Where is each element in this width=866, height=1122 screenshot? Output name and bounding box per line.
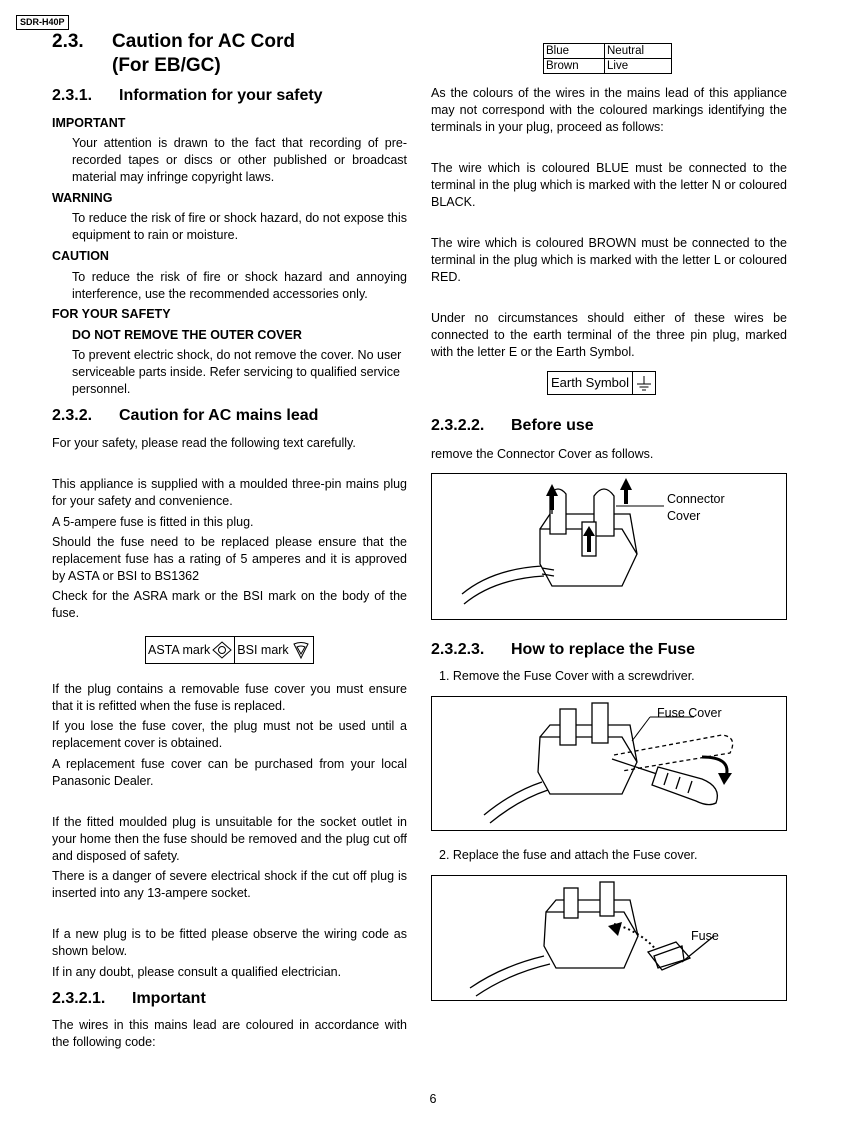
bsi-mark-cell: [235, 637, 312, 663]
model-tag: SDR-H40P: [16, 15, 69, 30]
mains-p6: If you lose the fuse cover, the plug must not be used until a replacement cover is obtained.: [52, 719, 407, 750]
mains-number: 2.3.2.: [52, 407, 93, 424]
wiring-p2: The wire which is coloured BLUE must be connected to the terminal in the plug which is marked with the letter N or coloured BLACK.: [431, 161, 787, 209]
mains-intro: For your safety, please read the following text carefully.: [52, 436, 356, 450]
connector-cover-figure: [431, 473, 787, 620]
info-title: Information for your safety: [119, 87, 323, 104]
replace-fuse-figure: [431, 875, 787, 1001]
fuse-cover-figure: [431, 696, 787, 831]
mains-p2: A 5-ampere fuse is fitted in this plug.: [52, 515, 254, 529]
warning-label: WARNING: [52, 191, 113, 205]
info-number: 2.3.1.: [52, 87, 93, 104]
mains-title: Caution for AC mains lead: [119, 407, 319, 424]
fuse-callout: Fuse: [691, 929, 719, 943]
section-title-line2: (For EB/GC): [112, 55, 221, 76]
wire-color-cell: Blue: [544, 44, 605, 59]
bsi-kitemark-icon: [291, 641, 311, 659]
before-use-text: remove the Connector Cover as follows.: [431, 447, 654, 461]
fuse-title: How to replace the Fuse: [511, 641, 696, 658]
mains-p1: This appliance is supplied with a moulded three-pin mains plug for your safety and convenience.: [52, 477, 407, 508]
wire-meaning-cell: Neutral: [605, 44, 672, 59]
wire-meaning-cell: Live: [605, 59, 672, 74]
wiring-p4: Under no circumstances should either of these wires be connected to the earth terminal of the three pin plug, marked with the letter E or the Earth Symbol.: [431, 311, 787, 359]
mains-p11: If in any doubt, please consult a qualified electrician.: [52, 965, 342, 979]
safety-label: FOR YOUR SAFETY: [52, 307, 171, 321]
fuse-replacement-illustration: [432, 876, 786, 1000]
before-use-title: Before use: [511, 417, 594, 434]
before-use-number: 2.3.2.2.: [431, 417, 485, 434]
bsi-mark-label: BSI mark: [237, 643, 289, 657]
mains-p4: Check for the ASRA mark or the BSI mark on the body of the fuse.: [52, 589, 407, 620]
asta-mark-label: ASTA mark: [148, 643, 211, 657]
mains-p5: If the plug contains a removable fuse cover you must ensure that it is refitted when the fuse is replaced.: [52, 682, 407, 713]
important-number: 2.3.2.1.: [52, 990, 106, 1007]
connector-cover-callout-line2: Cover: [667, 509, 701, 523]
important-title: Important: [132, 990, 206, 1007]
earth-symbol-box: [547, 371, 656, 395]
mains-p10: If a new plug is to be fitted please observe the wiring code as shown below.: [52, 927, 407, 958]
table-row: [544, 44, 672, 59]
mains-p3: Should the fuse need to be replaced please ensure that the replacement fuse has a rating of 5 amperes and it is approved by ASTA or BSI to BS1362: [52, 535, 407, 583]
asta-mark-icon: [212, 641, 232, 659]
mains-p7: A replacement fuse cover can be purchased from your local Panasonic Dealer.: [52, 757, 407, 788]
warning-text: To reduce the risk of fire or shock hazard, do not expose this equipment to rain or moisture.: [72, 211, 407, 242]
screwdriver-fuse-cover-illustration: [432, 697, 786, 830]
wire-color-cell: Brown: [544, 59, 605, 74]
earth-symbol-icon: [633, 373, 655, 393]
wiring-p3: The wire which is coloured BROWN must be connected to the terminal in the plug which is marked with the letter L or coloured RED.: [431, 236, 787, 284]
mains-p9: There is a danger of severe electrical shock if the cut off plug is inserted into any 13-ampere socket.: [52, 869, 407, 900]
table-row: [544, 59, 672, 74]
caution-label: CAUTION: [52, 249, 109, 263]
plug-connector-cover-illustration: [432, 474, 786, 619]
fuse-number: 2.3.2.3.: [431, 641, 485, 658]
caution-text: To reduce the risk of fire or shock hazard and annoying interference, use the recommended accessories only.: [72, 270, 407, 301]
fuse-step2: 2. Replace the fuse and attach the Fuse cover.: [439, 848, 698, 862]
important-intro: The wires in this mains lead are coloured in accordance with the following code:: [52, 1018, 407, 1049]
connector-cover-callout-line1: Connector: [667, 492, 725, 506]
earth-symbol-label: Earth Symbol: [548, 372, 633, 394]
fuse-cover-callout: Fuse Cover: [657, 706, 722, 720]
page-number: 6: [429, 1092, 437, 1106]
fuse-step1: 1. Remove the Fuse Cover with a screwdriver.: [439, 669, 695, 683]
wire-code-table: [543, 43, 672, 74]
important-label: IMPORTANT: [52, 116, 126, 130]
section-title-line1: Caution for AC Cord: [112, 31, 295, 52]
mains-p8: If the fitted moulded plug is unsuitable for the socket outlet in your home then the fuse should be removed and the plug cut off and disposed of safety.: [52, 815, 407, 863]
outer-cover-text: To prevent electric shock, do not remove the cover. No user serviceable parts inside. Refer servicing to qualified service personnel.: [72, 348, 402, 396]
wiring-p1: As the colours of the wires in the mains lead of this appliance may not correspond with the coloured markings identifying the terminals in your plug, proceed as follows:: [431, 86, 787, 134]
fuse-marks-box: [145, 636, 314, 664]
important-text: Your attention is drawn to the fact that recording of pre-recorded tapes or discs or other published or broadcast material may infringe copyright laws.: [72, 136, 407, 184]
asta-mark-cell: [146, 637, 235, 663]
section-number: 2.3.: [52, 31, 84, 52]
outer-cover-label: DO NOT REMOVE THE OUTER COVER: [72, 328, 302, 342]
